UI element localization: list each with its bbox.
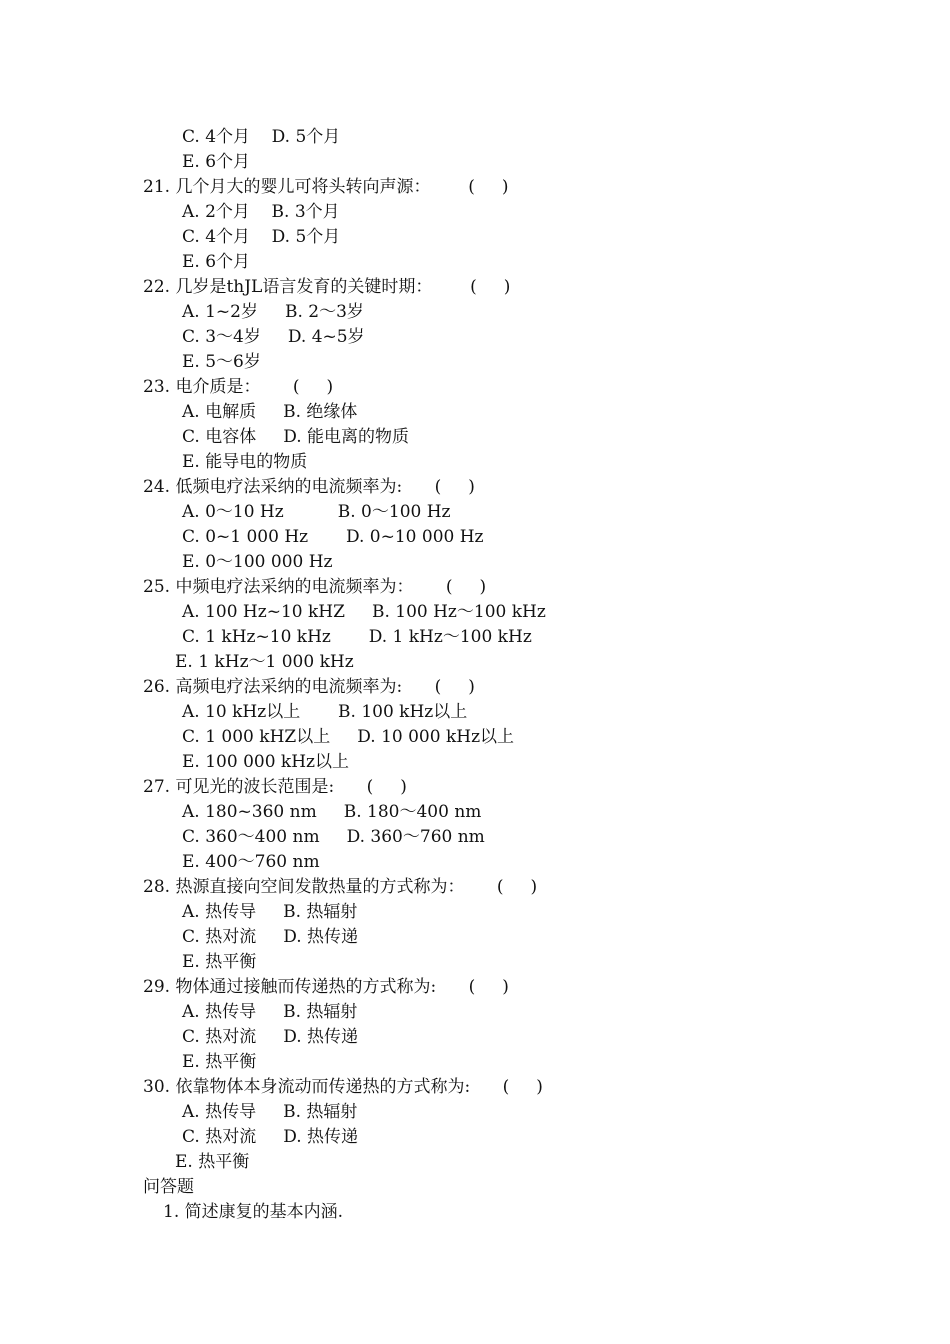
answer-options-line: A. 热传导 B. 热辐射 — [182, 1002, 358, 1022]
question-stem: 26. 高频电疗法采纳的电流频率为: ( ) — [143, 677, 475, 697]
answer-options-line: E. 能导电的物质 — [182, 452, 308, 472]
section-heading: 问答题 — [143, 1177, 194, 1197]
answer-options-line: E. 6个月 — [182, 252, 251, 272]
answer-options-line: E. 热平衡 — [182, 952, 257, 972]
question-stem: 25. 中频电疗法采纳的电流频率为： ( ) — [143, 577, 487, 597]
answer-options-line: C. 0~1 000 Hz D. 0~10 000 Hz — [182, 527, 484, 547]
answer-options-line: C. 4个月 D. 5个月 — [182, 227, 341, 247]
question-stem: 28. 热源直接向空间发散热量的方式称为： ( ) — [143, 877, 538, 897]
answer-options-line: A. 2个月 B. 3个月 — [182, 202, 340, 222]
answer-options-line: A. 电解质 B. 绝缘体 — [182, 402, 358, 422]
answer-options-line: A. 10 kHz以上 B. 100 kHz以上 — [182, 702, 468, 722]
answer-options-line: E. 5～6岁 — [182, 352, 261, 372]
answer-options-line: A. 180~360 nm B. 180～400 nm — [182, 802, 482, 822]
answer-options-line: C. 3～4岁 D. 4~5岁 — [182, 327, 365, 347]
answer-options-line: C. 电容体 D. 能电离的物质 — [182, 427, 410, 447]
question-stem: 24. 低频电疗法采纳的电流频率为: ( ) — [143, 477, 475, 497]
answer-options-line: A. 0～10 Hz B. 0～100 Hz — [182, 502, 451, 522]
question-stem: 30. 依靠物体本身流动而传递热的方式称为: ( ) — [143, 1077, 543, 1097]
answer-options-line: C. 1 kHz~10 kHz D. 1 kHz～100 kHz — [182, 627, 532, 647]
answer-options-line: E. 400～760 nm — [182, 852, 320, 872]
answer-options-line: E. 热平衡 — [175, 1152, 250, 1172]
answer-options-line: C. 热对流 D. 热传递 — [182, 1127, 359, 1147]
question-stem: 29. 物体通过接触而传递热的方式称为: ( ) — [143, 977, 509, 997]
answer-options-line: C. 热对流 D. 热传递 — [182, 927, 359, 947]
answer-options-line: E. 100 000 kHz以上 — [182, 752, 350, 772]
answer-options-line: A. 热传导 B. 热辐射 — [182, 1102, 358, 1122]
answer-options-line: E. 6个月 — [182, 152, 251, 172]
question-stem: 22. 几岁是thJL语言发育的关键时期： ( ) — [143, 277, 511, 297]
answer-options-line: E. 0～100 000 Hz — [182, 552, 333, 572]
question-stem: 27. 可见光的波长范围是: ( ) — [143, 777, 407, 797]
answer-options-line: C. 热对流 D. 热传递 — [182, 1027, 359, 1047]
question-stem: 23. 电介质是： ( ) — [143, 377, 334, 397]
answer-options-line: A. 1~2岁 B. 2～3岁 — [182, 302, 364, 322]
answer-options-line: C. 4个月 D. 5个月 — [182, 127, 341, 147]
answer-options-line: C. 360～400 nm D. 360～760 nm — [182, 827, 485, 847]
answer-options-line: A. 热传导 B. 热辐射 — [182, 902, 358, 922]
answer-options-line: E. 热平衡 — [182, 1052, 257, 1072]
answer-options-line: C. 1 000 kHZ以上 D. 10 000 kHz以上 — [182, 727, 515, 747]
answer-options-line: E. 1 kHz～1 000 kHz — [175, 652, 354, 672]
essay-question: 1. 简述康复的基本内涵. — [163, 1202, 344, 1222]
question-stem: 21. 几个月大的婴儿可将头转向声源： ( ) — [143, 177, 509, 197]
answer-options-line: A. 100 Hz~10 kHZ B. 100 Hz～100 kHz — [182, 602, 546, 622]
